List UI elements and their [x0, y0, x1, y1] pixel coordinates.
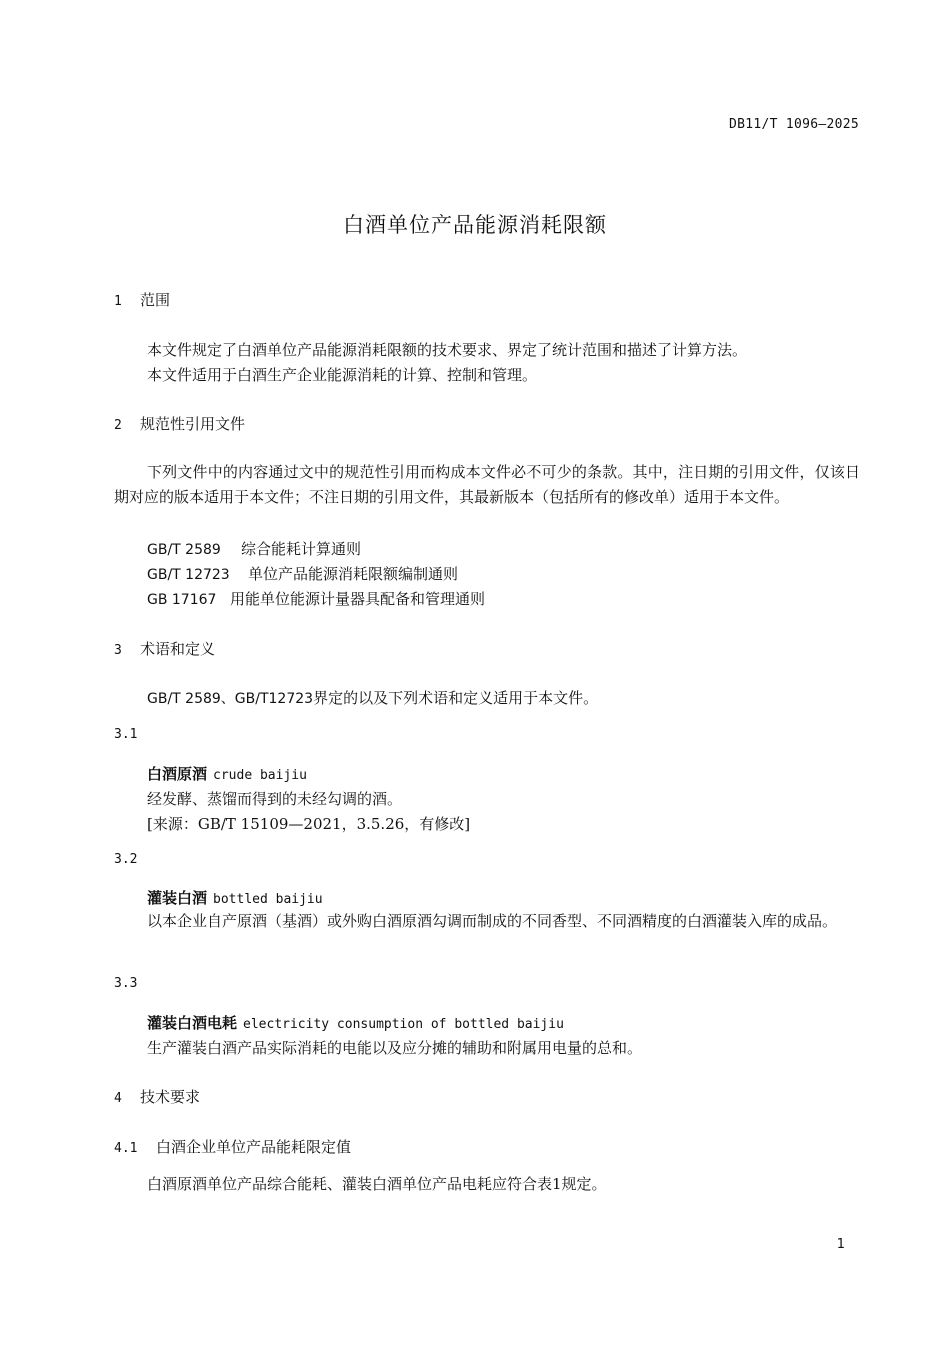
reference-code: GB/T 2589: [147, 542, 221, 558]
document-title: 白酒单位产品能源消耗限额: [343, 213, 607, 237]
term-en: crude baijiu: [213, 768, 307, 783]
reference-item: [147, 538, 361, 559]
section-number: 1: [114, 294, 122, 309]
terms-intro-codes: GB/T 2589、GB/T12723: [147, 691, 314, 707]
section-2-heading: [114, 413, 245, 434]
reference-code: GB/T 12723: [147, 567, 230, 583]
section-1-heading: [114, 289, 170, 310]
section-number: 2: [114, 418, 122, 433]
reference-title: 用能单位能源计量器具配备和管理通则: [230, 590, 486, 608]
section-title: 术语和定义: [140, 640, 216, 658]
normative-references-paragraph: 下列文件中的内容通过文中的规范性引用而构成本文件必不可少的条款。其中，注日期的引用文件，仅该日期对应的版本适用于本文件；不注日期的引用文件，其最新版本（包括所有的修改单）适用于本文件。: [114, 463, 860, 506]
section-3-heading: [114, 638, 215, 659]
term-entry: [147, 1012, 564, 1033]
section-title: 白酒企业单位产品能耗限定值: [156, 1138, 352, 1156]
page-number: 1: [836, 1237, 845, 1252]
term-definition: 以本企业自产原酒（基酒）或外购白酒原酒勾调而制成的不同香型、不同酒精度的白酒灌装入库的成品。: [147, 912, 838, 930]
term-en: bottled baijiu: [213, 892, 323, 907]
clause-number: 3.1: [114, 727, 138, 742]
term-entry: [147, 887, 323, 908]
section-number: 4.1: [114, 1141, 138, 1156]
paragraph: 本文件规定了白酒单位产品能源消耗限额的技术要求、界定了统计范围和描述了计算方法。: [147, 341, 748, 359]
term-zh: 灌装白酒电耗: [147, 1014, 238, 1032]
section-title: 范围: [140, 291, 171, 309]
standard-code: DB11/T 1096—2025: [728, 117, 859, 132]
term-source: [来源：GB/T 15109—2021，3.5.26，有修改]: [147, 815, 471, 833]
clause-number: 3.3: [114, 976, 138, 991]
term-zh: 白酒原酒: [147, 765, 208, 783]
term-definition: 生产灌装白酒产品实际消耗的电能以及应分摊的辅助和附属用电量的总和。: [147, 1039, 643, 1057]
reference-title: 综合能耗计算通则: [241, 540, 362, 558]
reference-item: [147, 588, 485, 609]
term-definition: 经发酵、蒸馏而得到的未经勾调的酒。: [147, 790, 403, 808]
reference-title: 单位产品能源消耗限额编制通则: [248, 565, 459, 583]
section-4-1-heading: [114, 1136, 351, 1157]
term-entry: [147, 763, 307, 784]
terms-intro: [147, 687, 598, 708]
section-title: 技术要求: [140, 1088, 201, 1106]
term-en: electricity consumption of bottled baijiu: [243, 1017, 564, 1032]
section-number: 3: [114, 643, 122, 658]
terms-intro-text: 界定的以及下列术语和定义适用于本文件。: [313, 689, 599, 707]
reference-code: GB 17167: [147, 592, 217, 608]
section-number: 4: [114, 1091, 122, 1106]
clause-number: 3.2: [114, 852, 138, 867]
paragraph: 白酒原酒单位产品综合能耗、灌装白酒单位产品电耗应符合表1规定。: [147, 1175, 607, 1193]
paragraph: 本文件适用于白酒生产企业能源消耗的计算、控制和管理。: [147, 366, 538, 384]
reference-item: [147, 563, 458, 584]
section-title: 规范性引用文件: [140, 415, 246, 433]
section-4-heading: [114, 1086, 200, 1107]
term-zh: 灌装白酒: [147, 889, 208, 907]
